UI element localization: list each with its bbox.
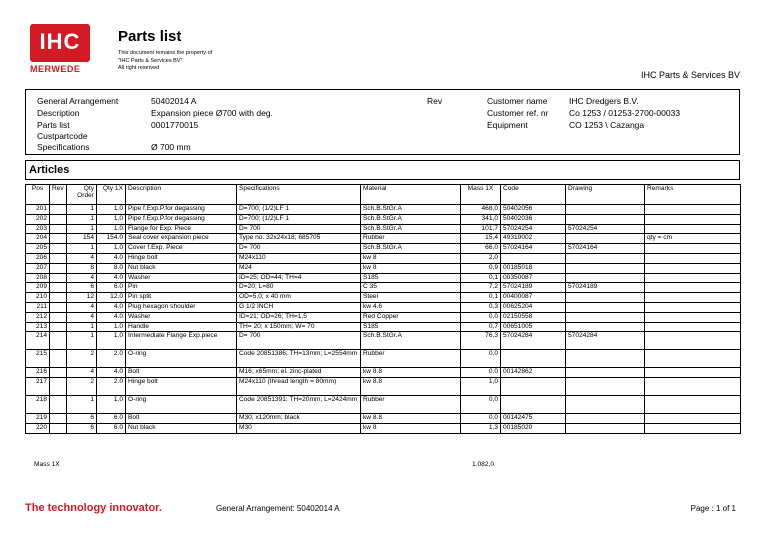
cell-mat: C 35 xyxy=(361,283,461,293)
articles-box xyxy=(25,160,740,180)
cell-desc: Washer xyxy=(126,312,237,322)
cell-desc: Plug hexagon shoulder xyxy=(126,302,237,312)
description-label: Description xyxy=(37,108,80,118)
cell-desc: Hinge bolt xyxy=(126,378,237,396)
cell-rem xyxy=(645,414,741,424)
table-row xyxy=(26,312,741,322)
cell-code: 00185020 xyxy=(501,423,566,433)
table-row xyxy=(26,234,741,244)
page-number: Page : 1 of 1 xyxy=(690,504,736,513)
cell-mass: 0,1 xyxy=(461,273,501,283)
cell-mat: kw 4.6 xyxy=(361,302,461,312)
cell-rem xyxy=(645,350,741,368)
cell-desc: Nut black xyxy=(126,263,237,273)
cell-mass: 101,7 xyxy=(461,224,501,234)
cell-rev xyxy=(50,322,67,332)
col-header: Drawing xyxy=(566,185,645,205)
cell-qo: 1 xyxy=(67,332,97,350)
cell-spec: D= 700 xyxy=(237,332,361,350)
cell-pos: 209 xyxy=(26,283,50,293)
cell-qo: 4 xyxy=(67,368,97,378)
cell-spec: M24 xyxy=(237,263,361,273)
cell-qo: 8 xyxy=(67,263,97,273)
cell-rem xyxy=(645,423,741,433)
cell-rem xyxy=(645,293,741,303)
table-row xyxy=(26,205,741,215)
cell-code: 50402036 xyxy=(501,214,566,224)
table-row xyxy=(26,302,741,312)
cell-rev xyxy=(50,293,67,303)
cell-qo: 4 xyxy=(67,302,97,312)
col-header: Mass 1X xyxy=(461,185,501,205)
customer-ref-value: Co 1253 / 01253-2700-00033 xyxy=(569,108,681,118)
cell-desc: Washer xyxy=(126,273,237,283)
cell-mat: Rubber xyxy=(361,350,461,368)
ihc-logo xyxy=(30,24,90,62)
slogan: The technology innovator. xyxy=(25,502,162,514)
cell-pos: 206 xyxy=(26,253,50,263)
property-note-line: "IHC Parts & Services BV" xyxy=(118,57,183,64)
cell-mass: 0,0 xyxy=(461,396,501,414)
cell-q1: 4.0 xyxy=(97,253,126,263)
col-header: Rev xyxy=(50,185,67,205)
equipment-label: Equipment xyxy=(487,120,528,130)
cell-rem xyxy=(645,302,741,312)
cell-spec: ID=25; OD=44; TH=4 xyxy=(237,273,361,283)
cell-rev xyxy=(50,234,67,244)
cell-q1: 1.0 xyxy=(97,205,126,215)
cell-code: 49319002 xyxy=(501,234,566,244)
cell-rev xyxy=(50,332,67,350)
cell-spec: M16; x65mm; el. zinc-plated xyxy=(237,368,361,378)
cell-mass: 66,0 xyxy=(461,244,501,254)
cell-mass: 1,3 xyxy=(461,423,501,433)
cell-draw xyxy=(566,273,645,283)
cell-qo: 6 xyxy=(67,414,97,424)
cell-spec: ID=21; OD=26; TH=1,5 xyxy=(237,312,361,322)
table-row xyxy=(26,414,741,424)
col-header: Specifications xyxy=(237,185,361,205)
cell-mat: kw 8.8 xyxy=(361,378,461,396)
cell-spec: G 1/2 INCH xyxy=(237,302,361,312)
col-header: Remarks xyxy=(645,185,741,205)
cell-desc: Flange for Exp. Piece xyxy=(126,224,237,234)
table-row xyxy=(26,263,741,273)
cell-q1: 6.0 xyxy=(97,283,126,293)
cell-code: 00625204 xyxy=(501,302,566,312)
cell-mass: 1,0 xyxy=(461,378,501,396)
cell-mass: 15,4 xyxy=(461,234,501,244)
cell-rem xyxy=(645,332,741,350)
custpartcode-label: Custpartcode xyxy=(37,131,88,141)
cell-rem xyxy=(645,205,741,215)
cell-code xyxy=(501,396,566,414)
cell-mat: kw 8 xyxy=(361,423,461,433)
cell-desc: Pipe f.Exp.P.for degassing xyxy=(126,214,237,224)
table-row xyxy=(26,214,741,224)
cell-pos: 216 xyxy=(26,368,50,378)
cell-pos: 201 xyxy=(26,205,50,215)
page-title: Parts list xyxy=(118,28,182,45)
cell-spec: D=700; (1/2)LF 1 xyxy=(237,214,361,224)
cell-mass: 0,0 xyxy=(461,414,501,424)
cell-desc: O-ring xyxy=(126,396,237,414)
cell-rev xyxy=(50,312,67,322)
cell-draw xyxy=(566,293,645,303)
cell-mass: 76,3 xyxy=(461,332,501,350)
specifications-value: Ø 700 mm xyxy=(151,142,191,152)
cell-mass: 0,1 xyxy=(461,293,501,303)
customer-name-label: Customer name xyxy=(487,96,548,106)
cell-mat: kw 8.8 xyxy=(361,414,461,424)
cell-draw xyxy=(566,263,645,273)
cell-spec: D= 700 xyxy=(237,244,361,254)
table-row xyxy=(26,396,741,414)
parts-table-body xyxy=(26,205,741,434)
cell-code: 00142862 xyxy=(501,368,566,378)
cell-rem xyxy=(645,263,741,273)
cell-code: 57024164 xyxy=(501,244,566,254)
cell-q1: 1.0 xyxy=(97,332,126,350)
property-note-line: This document remains the property of xyxy=(118,50,213,56)
cell-desc: Seal cover expansion piece xyxy=(126,234,237,244)
table-row xyxy=(26,350,741,368)
cell-code: 00350087 xyxy=(501,273,566,283)
cell-pos: 220 xyxy=(26,423,50,433)
table-row xyxy=(26,378,741,396)
cell-mass: 468,0 xyxy=(461,205,501,215)
cell-draw xyxy=(566,214,645,224)
cell-code: 00400087 xyxy=(501,293,566,303)
cell-rev xyxy=(50,414,67,424)
cell-pos: 218 xyxy=(26,396,50,414)
cell-q1: 1.0 xyxy=(97,244,126,254)
cell-code: 02150558 xyxy=(501,312,566,322)
cell-draw xyxy=(566,423,645,433)
cell-qo: 2 xyxy=(67,378,97,396)
parts-table xyxy=(25,184,741,434)
cell-pos: 202 xyxy=(26,214,50,224)
cell-spec: TH= 20; x 150mm; W= 70 xyxy=(237,322,361,332)
cell-mass: 0,0 xyxy=(461,368,501,378)
cell-mass: 7,2 xyxy=(461,283,501,293)
cell-qo: 1 xyxy=(67,396,97,414)
rev-label: Rev xyxy=(427,96,443,106)
cell-q1: 4.0 xyxy=(97,368,126,378)
cell-mat: Rubber xyxy=(361,234,461,244)
cell-desc: Nut black xyxy=(126,423,237,433)
cell-rem: qty = cm xyxy=(645,234,741,244)
cell-spec: Code 20851386; TH=13mm; L=2554mm xyxy=(237,350,361,368)
table-row xyxy=(26,368,741,378)
cell-rev xyxy=(50,378,67,396)
cell-rem xyxy=(645,368,741,378)
cell-q1: 4.0 xyxy=(97,273,126,283)
cell-pos: 204 xyxy=(26,234,50,244)
cell-rem xyxy=(645,283,741,293)
cell-spec: M30; x120mm; black xyxy=(237,414,361,424)
cell-pos: 207 xyxy=(26,263,50,273)
cell-rev xyxy=(50,263,67,273)
cell-rem xyxy=(645,224,741,234)
cell-qo: 2 xyxy=(67,350,97,368)
cell-code xyxy=(501,378,566,396)
cell-rev xyxy=(50,396,67,414)
cell-draw xyxy=(566,414,645,424)
cell-qo: 4 xyxy=(67,312,97,322)
cell-desc: Cover f.Exp. Piece xyxy=(126,244,237,254)
cell-mat: Sch.B.StGr.A xyxy=(361,205,461,215)
cell-code xyxy=(501,350,566,368)
cell-mass: 0,0 xyxy=(461,312,501,322)
cell-spec: M24x110 (thread length = 80mm) xyxy=(237,378,361,396)
parts-list-value: 0001770015 xyxy=(151,120,199,130)
cell-rev xyxy=(50,205,67,215)
cell-mat: Red Copper xyxy=(361,312,461,322)
cell-q1: 2.0 xyxy=(97,350,126,368)
ga-label: General Arrangement xyxy=(37,96,119,106)
table-row xyxy=(26,322,741,332)
cell-spec: M30 xyxy=(237,423,361,433)
cell-mass: 2,0 xyxy=(461,253,501,263)
parts-list-label: Parts list xyxy=(37,120,70,130)
description-value: Expansion piece Ø700 with deg. xyxy=(151,108,273,118)
cell-qo: 4 xyxy=(67,253,97,263)
logo-text: IHC xyxy=(39,29,81,54)
cell-q1: 6.0 xyxy=(97,423,126,433)
cell-pos: 208 xyxy=(26,273,50,283)
cell-pos: 211 xyxy=(26,302,50,312)
cell-mass: 0,7 xyxy=(461,322,501,332)
property-note-line: All right reserved xyxy=(118,65,160,71)
cell-pos: 217 xyxy=(26,378,50,396)
cell-rem xyxy=(645,273,741,283)
cell-rem xyxy=(645,214,741,224)
cell-spec: D=700; (1/2)LF 1 xyxy=(237,205,361,215)
cell-mat: kw 8 xyxy=(361,263,461,273)
cell-spec: M24x110 xyxy=(237,253,361,263)
cell-mat: Sch.B.StGr.A xyxy=(361,224,461,234)
cell-desc: Pin xyxy=(126,283,237,293)
cell-qo: 12 xyxy=(67,293,97,303)
cell-q1: 154.0 xyxy=(97,234,126,244)
cell-qo: 6 xyxy=(67,283,97,293)
table-row xyxy=(26,332,741,350)
cell-desc: O-ring xyxy=(126,350,237,368)
cell-draw xyxy=(566,378,645,396)
cell-mat: Sch.B.StGr.A xyxy=(361,332,461,350)
cell-draw xyxy=(566,302,645,312)
specifications-label: Specifications xyxy=(37,142,90,152)
cell-code: 00185018 xyxy=(501,263,566,273)
cell-q1: 1.0 xyxy=(97,322,126,332)
cell-pos: 212 xyxy=(26,312,50,322)
footer-general-arrangement: General Arrangement: 50402014 A xyxy=(216,504,340,513)
cell-rev xyxy=(50,244,67,254)
property-note xyxy=(118,50,212,73)
cell-rem xyxy=(645,378,741,396)
cell-mass: 341,0 xyxy=(461,214,501,224)
table-row xyxy=(26,293,741,303)
customer-ref-label: Customer ref. nr xyxy=(487,108,549,118)
articles-title: Articles xyxy=(29,164,70,176)
table-row xyxy=(26,224,741,234)
cell-code: 57024254 xyxy=(501,224,566,234)
logo-subtext: MERWEDE xyxy=(30,64,81,74)
cell-desc: Handle xyxy=(126,322,237,332)
cell-qo: 1 xyxy=(67,224,97,234)
cell-desc: Bolt xyxy=(126,368,237,378)
cell-draw xyxy=(566,205,645,215)
col-header: Description xyxy=(126,185,237,205)
cell-q1: 8.0 xyxy=(97,263,126,273)
cell-draw xyxy=(566,350,645,368)
cell-qo: 1 xyxy=(67,322,97,332)
cell-draw: 57024164 xyxy=(566,244,645,254)
cell-rev xyxy=(50,302,67,312)
cell-draw xyxy=(566,368,645,378)
col-header: Material xyxy=(361,185,461,205)
table-row xyxy=(26,273,741,283)
cell-mass: 0,0 xyxy=(461,350,501,368)
cell-qo: 4 xyxy=(67,273,97,283)
col-header: Code xyxy=(501,185,566,205)
cell-code xyxy=(501,253,566,263)
cell-qo: 1 xyxy=(67,205,97,215)
cell-pos: 205 xyxy=(26,244,50,254)
mass-label: Mass 1X xyxy=(34,461,60,468)
equipment-value: CO 1253 \ Cazanga xyxy=(569,120,645,130)
cell-mat: S185 xyxy=(361,273,461,283)
cell-q1: 4.0 xyxy=(97,302,126,312)
cell-draw: 57024284 xyxy=(566,332,645,350)
cell-qo: 1 xyxy=(67,244,97,254)
cell-mat: Rubber xyxy=(361,396,461,414)
cell-mat: kw 8.8 xyxy=(361,368,461,378)
cell-pos: 214 xyxy=(26,332,50,350)
cell-q1: 4.0 xyxy=(97,312,126,322)
cell-rem xyxy=(645,312,741,322)
cell-rem xyxy=(645,253,741,263)
cell-desc: Bolt xyxy=(126,414,237,424)
cell-pos: 215 xyxy=(26,350,50,368)
cell-desc: Pin split xyxy=(126,293,237,303)
cell-code: 00651005 xyxy=(501,322,566,332)
cell-code: 00142475 xyxy=(501,414,566,424)
cell-q1: 2.0 xyxy=(97,378,126,396)
ga-value: 50402014 A xyxy=(151,96,197,106)
cell-rev xyxy=(50,214,67,224)
cell-mat: Steel xyxy=(361,293,461,303)
cell-rev xyxy=(50,224,67,234)
cell-rev xyxy=(50,253,67,263)
col-header: Pos xyxy=(26,185,50,205)
cell-draw xyxy=(566,396,645,414)
cell-rem xyxy=(645,322,741,332)
cell-desc: Intermediate Flange Exp.piece xyxy=(126,332,237,350)
table-row xyxy=(26,244,741,254)
cell-pos: 213 xyxy=(26,322,50,332)
cell-qo: 6 xyxy=(67,423,97,433)
cell-rev xyxy=(50,283,67,293)
cell-mat: kw 8 xyxy=(361,253,461,263)
company-name: IHC Parts & Services BV xyxy=(640,70,740,80)
cell-rem xyxy=(645,244,741,254)
table-header-row xyxy=(26,185,741,205)
mass-total: 1.082,0 xyxy=(472,461,494,468)
col-header: Qty 1X xyxy=(97,185,126,205)
cell-code: 50402056 xyxy=(501,205,566,215)
cell-mass: 0,9 xyxy=(461,263,501,273)
cell-spec: Code 20851391; TH=20mm; L=2424mm xyxy=(237,396,361,414)
cell-desc: Hinge bolt xyxy=(126,253,237,263)
cell-code: 57024284 xyxy=(501,332,566,350)
cell-mat: Sch.B.StGr.A xyxy=(361,214,461,224)
cell-draw: 57024254 xyxy=(566,224,645,234)
cell-code: 57024189 xyxy=(501,283,566,293)
cell-q1: 1.0 xyxy=(97,396,126,414)
cell-draw: 57024189 xyxy=(566,283,645,293)
cell-rem xyxy=(645,396,741,414)
cell-qo: 1 xyxy=(67,214,97,224)
customer-name-value: IHC Dredgers B.V. xyxy=(569,96,639,106)
cell-desc: Pipe f.Exp.P.for degassing xyxy=(126,205,237,215)
table-row xyxy=(26,253,741,263)
cell-draw xyxy=(566,234,645,244)
cell-draw xyxy=(566,253,645,263)
cell-spec: D= 700 xyxy=(237,224,361,234)
cell-pos: 210 xyxy=(26,293,50,303)
cell-mat: Sch.B.StGr.A xyxy=(361,244,461,254)
cell-q1: 12.0 xyxy=(97,293,126,303)
cell-rev xyxy=(50,368,67,378)
table-row xyxy=(26,423,741,433)
cell-spec: Type no. 32x24x18; 685705 xyxy=(237,234,361,244)
cell-qo: 154 xyxy=(67,234,97,244)
cell-rev xyxy=(50,350,67,368)
cell-q1: 1.0 xyxy=(97,224,126,234)
cell-mat: S185 xyxy=(361,322,461,332)
cell-rev xyxy=(50,423,67,433)
cell-spec: OD=5,0; x 40 mm xyxy=(237,293,361,303)
cell-spec: D=20; L=80 xyxy=(237,283,361,293)
cell-draw xyxy=(566,322,645,332)
cell-rev xyxy=(50,273,67,283)
cell-pos: 219 xyxy=(26,414,50,424)
col-header: Qty Order xyxy=(67,185,97,205)
cell-draw xyxy=(566,312,645,322)
cell-mass: 0,3 xyxy=(461,302,501,312)
table-row xyxy=(26,283,741,293)
cell-q1: 6.0 xyxy=(97,414,126,424)
cell-q1: 1.0 xyxy=(97,214,126,224)
cell-pos: 203 xyxy=(26,224,50,234)
